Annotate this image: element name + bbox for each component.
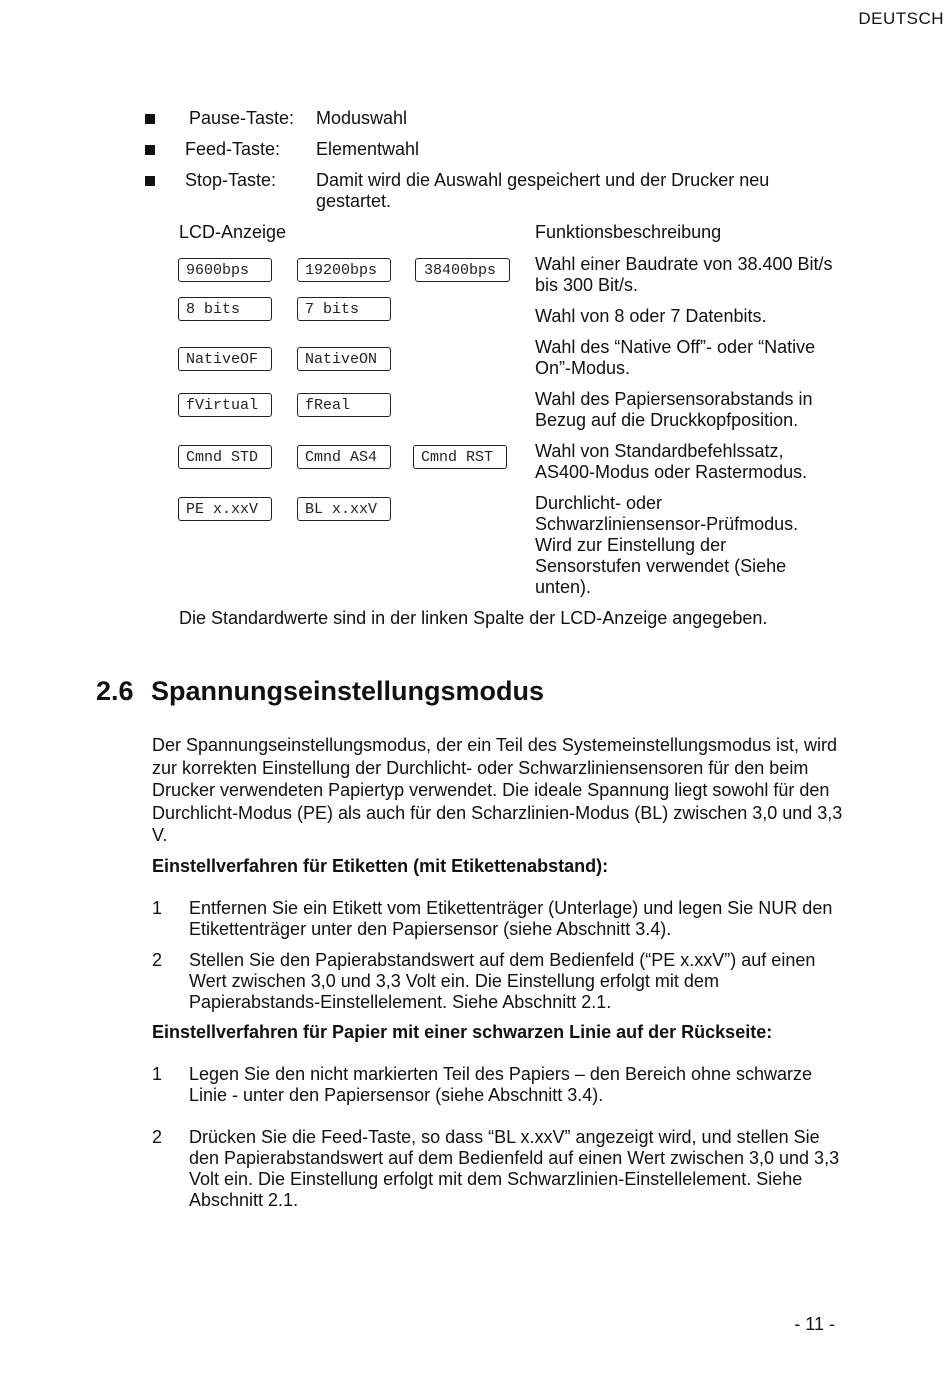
section-intro: Der Spannungseinstellungsmodus, der ein Teil des Systemeinstellungsmodus ist, wird zur korrekten Einstellung der Durchlicht- oder Schwarzliniensensoren für den beim Drucker verwendeten Papiertyp verwendet. Die ideale Spannung liegt sowohl für den Durchlicht-Modus (PE) als auch für den Scharzlinien-Modus (BL) zwischen 3,0 und 3,3 V.	[152, 735, 843, 845]
step-text: Legen Sie den nicht markierten Teil des Papiers – den Bereich ohne schwarze Linie - unter den Papiersensor (siehe Abschnitt 3.4).	[189, 1064, 813, 1105]
page-number: - 11 -	[794, 1314, 835, 1334]
key-stop-value: Damit wird die Auswahl gespeichert und der Drucker neu gestartet.	[316, 170, 770, 211]
step-text: Drücken Sie die Feed-Taste, so dass “BL x.xxV” angezeigt wird, und stellen Sie den Papierabstandswert auf dem Bedienfeld auf einen Wert zwischen 3,0 und 3,3 Volt ein. Die Einstellung erfolgt mit dem Schwarzlinien-Einstellelement. Siehe Abschnitt 2.1.	[189, 1127, 840, 1210]
lcd-display: NativeOF	[178, 347, 272, 371]
lcd-display: NativeON	[297, 347, 391, 371]
page-header-language: DEUTSCH	[858, 9, 944, 28]
step-number: 2	[152, 950, 163, 970]
step-text: Entfernen Sie ein Etikett vom Etikettenträger (Unterlage) und legen Sie NUR den Etikettenträger unter den Papiersensor (siehe Abschnitt 3.4).	[189, 898, 833, 939]
bullet-icon	[145, 176, 155, 186]
lcd-display: fVirtual	[178, 393, 272, 417]
table-note: Die Standardwerte sind in der linken Spalte der LCD-Anzeige angegeben.	[179, 608, 768, 628]
step-text: Stellen Sie den Papierabstandswert auf dem Bedienfeld (“PE x.xxV”) auf einen Wert zwischen 3,0 und 3,3 Volt ein. Die Einstellung erfolgt mit dem Papierabstands-Einstellelement. Siehe Abschnitt 2.1.	[189, 950, 816, 1012]
section-number: 2.6	[96, 676, 134, 706]
bullet-icon	[145, 145, 155, 155]
function-description: Wahl des “Native Off”- oder “Native On”-Modus.	[535, 337, 816, 378]
lcd-display: PE x.xxV	[178, 497, 272, 521]
lcd-display: Cmnd AS4	[297, 445, 391, 469]
lcd-column-header: LCD-Anzeige	[179, 222, 287, 242]
section-title: Spannungseinstellungsmodus	[151, 676, 545, 706]
lcd-display: fReal	[297, 393, 391, 417]
bullet-icon	[145, 114, 155, 124]
key-pause-label: Pause-Taste:	[189, 108, 295, 128]
step-number: 2	[152, 1127, 163, 1147]
lcd-display: BL x.xxV	[297, 497, 391, 521]
step-number: 1	[152, 898, 163, 918]
lcd-display: Cmnd RST	[413, 445, 507, 469]
lcd-display: 7 bits	[297, 297, 391, 321]
lcd-display: Cmnd STD	[178, 445, 272, 469]
function-description: Wahl einer Baudrate von 38.400 Bit/s bis 300 Bit/s.	[535, 254, 833, 295]
function-description: Durchlicht- oder Schwarzliniensensor-Prüfmodus. Wird zur Einstellung der Sensorstufen verwendet (Siehe unten).	[535, 493, 799, 597]
key-stop-label: Stop-Taste:	[185, 170, 277, 190]
key-feed-value: Elementwahl	[316, 139, 420, 159]
section-heading	[96, 676, 544, 707]
function-description: Wahl von Standardbefehlssatz, AS400-Modus oder Rastermodus.	[535, 441, 808, 482]
key-feed-label: Feed-Taste:	[185, 139, 281, 159]
key-pause-value: Moduswahl	[316, 108, 408, 128]
lcd-display: 38400bps	[415, 258, 510, 282]
lcd-display: 8 bits	[178, 297, 272, 321]
lcd-display: 19200bps	[297, 258, 391, 282]
procedure-heading-labels: Einstellverfahren für Etiketten (mit Etikettenabstand):	[152, 856, 609, 876]
step-number: 1	[152, 1064, 163, 1084]
function-description: Wahl des Papiersensorabstands in Bezug auf die Druckkopfposition.	[535, 389, 813, 430]
function-description: Wahl von 8 oder 7 Datenbits.	[535, 306, 767, 326]
function-column-header: Funktionsbeschreibung	[535, 222, 722, 242]
lcd-display: 9600bps	[178, 258, 272, 282]
procedure-heading-blackline: Einstellverfahren für Papier mit einer schwarzen Linie auf der Rückseite:	[152, 1022, 773, 1042]
